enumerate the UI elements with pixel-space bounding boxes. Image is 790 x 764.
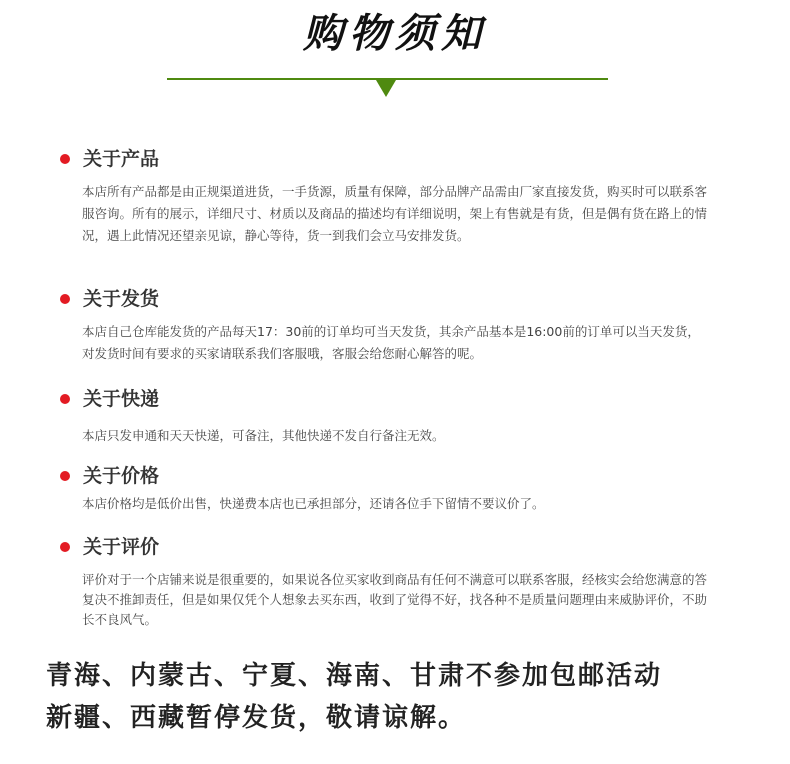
page-title: 购物须知 bbox=[303, 10, 487, 57]
section-title: 关于产品 bbox=[83, 148, 160, 170]
section-product bbox=[60, 147, 710, 247]
bullet-icon bbox=[60, 542, 70, 552]
shipping-notice-line: 新疆、西藏暂停发货，敬请谅解。 bbox=[46, 703, 467, 733]
section-shipping bbox=[60, 287, 710, 365]
triangle-down-icon bbox=[376, 80, 396, 97]
section-review bbox=[60, 535, 710, 630]
shipping-notice-line: 青海、内蒙古、宁夏、海南、甘肃不参加包邮活动 bbox=[46, 661, 663, 691]
section-body: 本店所有产品都是由正规渠道进货，一手货源，质量有保障，部分品牌产品需由厂家直接发货，购买时可以联系客服咨询。所有的展示，详细尺寸、材质以及商品的描述均有详细说明，架上有售就是有货，但是偶有货在路上的情况，遇上此情况还望亲见谅，静心等待，货一到我们会立马安排发货。 bbox=[82, 184, 708, 243]
bullet-icon bbox=[60, 294, 70, 304]
section-body: 本店价格均是低价出售，快递费本店也已承担部分，还请各位手下留情不要议价了。 bbox=[82, 496, 545, 511]
section-title: 关于快递 bbox=[83, 388, 160, 410]
section-body: 本店只发申通和天天快递，可备注，其他快递不发自行备注无效。 bbox=[82, 428, 445, 443]
bullet-icon bbox=[60, 154, 70, 164]
section-title: 关于价格 bbox=[83, 465, 160, 487]
bullet-icon bbox=[60, 394, 70, 404]
section-courier bbox=[60, 387, 710, 447]
section-title: 关于评价 bbox=[83, 536, 160, 558]
section-title: 关于发货 bbox=[83, 288, 160, 310]
section-body: 评价对于一个店铺来说是很重要的，如果说各位买家收到商品有任何不满意可以联系客服，经核实会给您满意的答复决不推卸责任，但是如果仅凭个人想象去买东西，收到了觉得不好，找各种不是质量问题理由来威胁评价，不助长不良风气。 bbox=[82, 572, 708, 627]
bullet-icon bbox=[60, 471, 70, 481]
section-price bbox=[60, 464, 710, 515]
section-body: 本店自己仓库能发货的产品每天17：30前的订单均可当天发货，其余产品基本是16:00前的订单可以当天发货，对发货时间有要求的买家请联系我们客服哦，客服会给您耐心解答的呢。 bbox=[82, 324, 700, 361]
